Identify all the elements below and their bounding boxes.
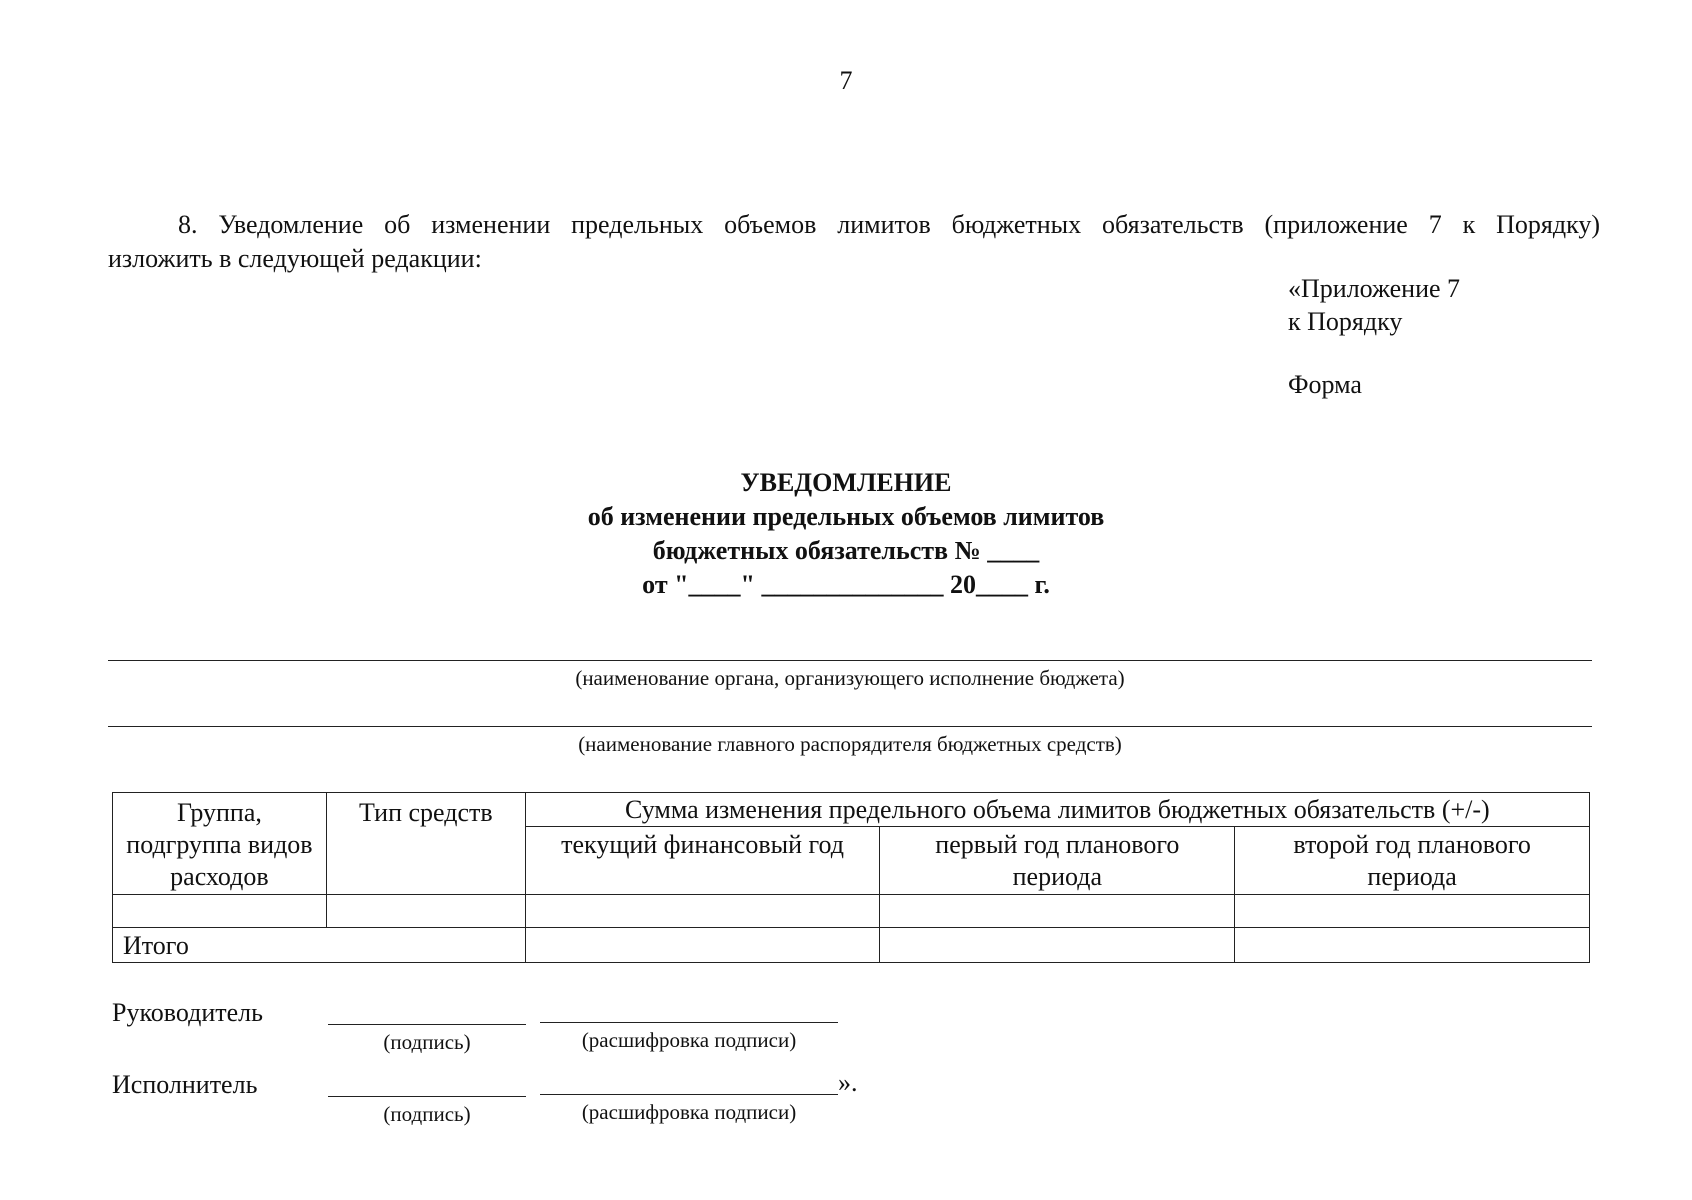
row-second-cell[interactable] <box>1235 895 1590 928</box>
subheader-second-cell <box>1235 827 1590 895</box>
intro-line-2: изложить в следующей редакции: <box>108 244 482 273</box>
head-signature-caption: (подпись) <box>383 1030 471 1054</box>
total-label: Итого <box>123 931 189 960</box>
closing-quote: ». <box>838 1068 858 1097</box>
header-group-cell <box>113 793 327 895</box>
header-group: Группа, подгруппа видов расходов <box>126 798 313 891</box>
total-second-cell[interactable] <box>1235 928 1590 963</box>
subheader-current-cell <box>525 827 880 895</box>
title-line-4: от "____" ______________ 20____ г. <box>642 570 1050 599</box>
executor-signature-caption: (подпись) <box>383 1102 471 1126</box>
total-current-cell[interactable] <box>525 928 880 963</box>
row-group-cell[interactable] <box>113 895 327 928</box>
subheader-first-year: первый год планового периода <box>935 830 1180 891</box>
head-decoding-caption: (расшифровка подписи) <box>581 1028 797 1052</box>
executor-signature-line[interactable] <box>328 1096 526 1097</box>
header-sum-cell <box>525 793 1589 827</box>
total-first-cell[interactable] <box>880 928 1235 963</box>
limits-table <box>112 792 1590 963</box>
appendix-line-1: «Приложение 7 <box>1288 274 1461 303</box>
head-signature-line[interactable] <box>328 1024 526 1025</box>
subheader-current-year: текущий финансовый год <box>561 830 844 859</box>
total-label-cell <box>113 928 526 963</box>
intro-paragraph <box>108 208 1600 276</box>
appendix-reference <box>1288 272 1460 338</box>
row-current-cell[interactable] <box>525 895 880 928</box>
header-type-cell <box>326 793 525 895</box>
row-type-cell[interactable] <box>326 895 525 928</box>
document-title <box>0 466 1692 602</box>
subheader-second-year: второй год планового периода <box>1293 830 1531 891</box>
row-first-cell[interactable] <box>880 895 1235 928</box>
head-label: Руководитель <box>112 998 263 1027</box>
title-line-2: об изменении предельных объемов лимитов <box>587 502 1105 531</box>
page-number: 7 <box>839 66 853 95</box>
head-decoding-line[interactable] <box>540 1022 838 1023</box>
title-line-3: бюджетных обязательств № ____ <box>652 536 1040 565</box>
executor-decoding-line[interactable] <box>540 1094 838 1095</box>
grbs-name-caption: (наименование главного распорядителя бюджетных средств) <box>578 732 1122 756</box>
executor-decoding-caption: (расшифровка подписи) <box>581 1100 797 1124</box>
appendix-line-2: к Порядку <box>1288 307 1403 336</box>
subheader-first-cell <box>880 827 1235 895</box>
grbs-name-line[interactable] <box>108 726 1592 727</box>
header-sum: Сумма изменения предельного объема лимитов бюджетных обязательств (+/-) <box>625 795 1490 824</box>
form-label: Форма <box>1288 370 1362 399</box>
header-type: Тип средств <box>358 798 493 827</box>
total-row <box>113 928 1590 963</box>
title-line-1: УВЕДОМЛЕНИЕ <box>740 468 952 497</box>
table-row <box>113 895 1590 928</box>
executor-label: Исполнитель <box>112 1070 258 1099</box>
organ-name-line[interactable] <box>108 660 1592 661</box>
intro-line-1: 8. Уведомление об изменении предельных объемов лимитов бюджетных обязательств (приложение 7 к Порядку) <box>178 210 1600 239</box>
organ-name-caption: (наименование органа, организующего исполнение бюджета) <box>575 666 1125 690</box>
